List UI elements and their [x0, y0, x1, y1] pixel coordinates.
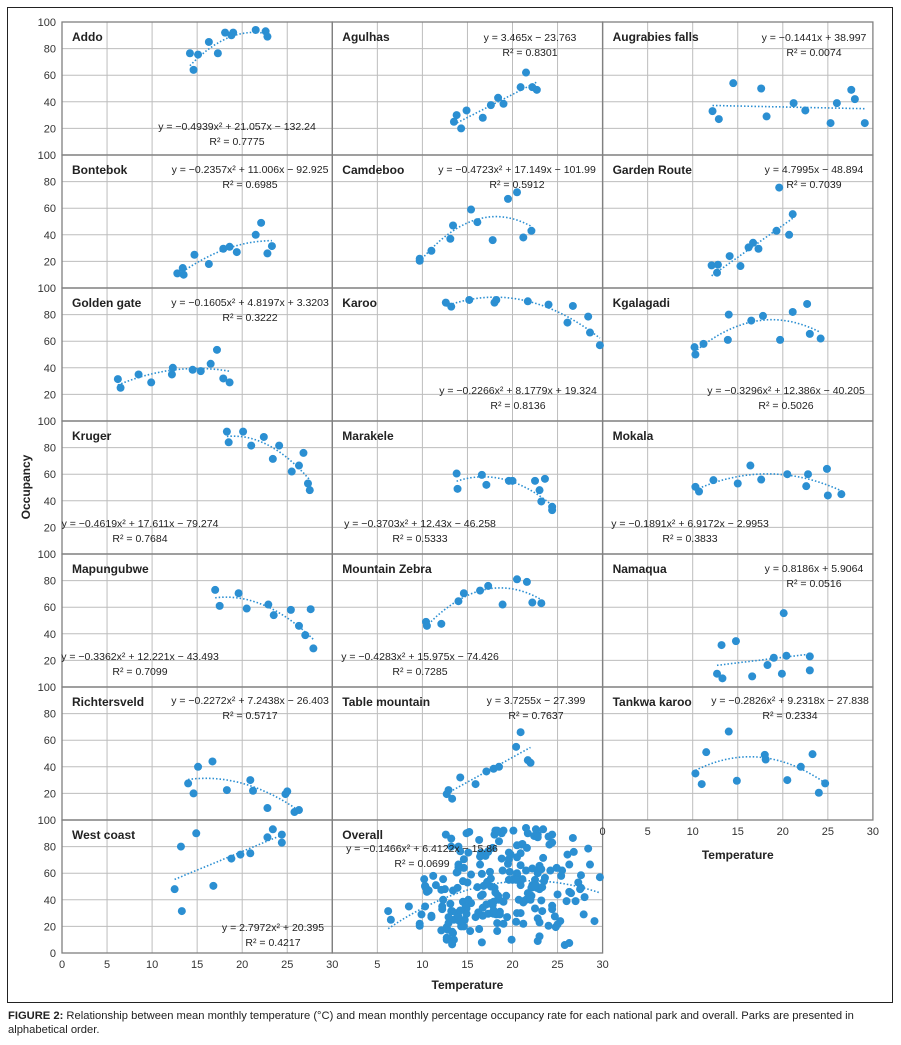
x-tick-label: 5: [374, 959, 381, 971]
panel-title-camdeboo: Camdeboo: [342, 163, 405, 177]
trend-equation: y = −0.3703x² + 12.43x − 46.258: [344, 518, 496, 530]
panel-title-kruger: Kruger: [72, 429, 112, 443]
y-tick-label: 20: [43, 921, 56, 934]
r-squared-label: R² = 0.7285: [392, 666, 448, 678]
panel-title-garden-route: Garden Route: [612, 163, 692, 177]
y-tick-label: 40: [43, 362, 56, 375]
r-squared-label: R² = 0.7039: [786, 179, 842, 191]
y-tick-label: 60: [43, 735, 56, 748]
trend-equation: y = −0.4283x² + 15.975x − 74.426: [341, 651, 499, 663]
y-tick-label: 60: [43, 602, 56, 615]
r-squared-label: R² = 0.5026: [758, 400, 814, 412]
panel-title-namaqua: Namaqua: [612, 562, 667, 576]
y-tick-label: 80: [43, 708, 56, 721]
trend-equation: y = −0.1466x² + 6.4122x − 15.86: [346, 843, 498, 855]
x-tick-label: 5: [103, 959, 111, 971]
panel-title-mountain-zebra: Mountain Zebra: [342, 562, 432, 576]
x-tick-label: 25: [551, 959, 564, 971]
y-tick-label: 80: [43, 43, 56, 56]
y-tick-label: 60: [43, 868, 56, 881]
x-tick-label: 0: [599, 826, 606, 838]
x-tick-label: 10: [416, 959, 429, 971]
panel-title-overall: Overall: [342, 828, 384, 842]
y-tick-label: 80: [43, 442, 56, 455]
r-squared-label: R² = 0.0699: [394, 858, 450, 870]
x-tick-label: 15: [731, 826, 744, 838]
r-squared-label: R² = 0.8136: [490, 400, 546, 412]
y-tick-label: 60: [43, 203, 56, 216]
x-tick-label: 15: [461, 959, 474, 971]
y-tick-label: 40: [43, 229, 56, 242]
x-tick-label: 10: [686, 826, 699, 838]
trend-equation: y = −0.4939x² + 21.057x − 132.24: [158, 121, 316, 133]
trend-equation: y = −0.2357x² + 11.006x − 92.925: [171, 164, 329, 176]
panel-title-agulhas: Agulhas: [342, 30, 390, 44]
panel-title-richtersveld: Richtersveld: [72, 695, 145, 709]
trend-equation: y = −0.1605x² + 4.8197x + 3.3203: [171, 297, 329, 309]
y-tick-label: 100: [37, 549, 56, 561]
y-tick-label: 100: [37, 283, 56, 295]
trend-equation: y = −0.1441x + 38.997: [761, 32, 867, 44]
panel-title-table-mountain: Table mountain: [342, 695, 431, 709]
y-tick-label: 40: [43, 628, 56, 641]
figure-frame: [7, 7, 893, 1003]
panel-title-tankwa-karoo: Tankwa karoo: [612, 695, 692, 709]
trend-equation: y = −0.3296x² + 12.386x − 40.205: [707, 385, 865, 397]
caption-text: Relationship between mean monthly temperature (°C) and mean monthly percentage occupancy rate for each national park and overall. Parks are presented in alphabetical order.: [8, 1010, 854, 1036]
trend-equation: y = 3.7255x − 27.399: [486, 695, 586, 707]
trend-equation: y = 0.8186x + 5.9064: [764, 563, 864, 575]
x-tick-label: 20: [506, 959, 519, 971]
panel-title-augrabies-falls: Augrabies falls: [612, 30, 699, 44]
x-axis-title-right: Temperature: [701, 848, 774, 862]
x-tick-label: 20: [776, 826, 789, 838]
r-squared-label: R² = 0.7637: [508, 710, 564, 722]
x-tick-label: 0: [58, 959, 66, 971]
trend-equation: y = −0.1891x² + 6.9172x − 2.9953: [611, 518, 769, 530]
y-tick-label: 100: [37, 17, 56, 29]
r-squared-label: R² = 0.8301: [502, 47, 558, 59]
x-tick-label: 30: [326, 959, 339, 971]
panel-title-marakele: Marakele: [342, 429, 394, 443]
y-tick-label: 100: [37, 150, 56, 162]
trend-equation: y = 4.7995x − 48.894: [764, 164, 864, 176]
r-squared-label: R² = 0.2334: [762, 710, 818, 722]
trend-equation: y = −0.3362x² + 12.221x − 43.493: [61, 651, 219, 663]
trend-equation: y = −0.4723x² + 17.149x − 101.99: [438, 164, 596, 176]
r-squared-label: R² = 0.4217: [245, 937, 301, 949]
panel-title-golden-gate: Golden gate: [72, 296, 142, 310]
caption-label: FIGURE 2:: [8, 1010, 64, 1022]
panel-title-mapungubwe: Mapungubwe: [72, 562, 149, 576]
panel-title-karoo: Karoo: [342, 296, 377, 310]
y-tick-label: 20: [43, 522, 56, 535]
figure-caption: [8, 1009, 893, 1037]
trend-equation: y = −0.4619x² + 17.611x − 79.274: [61, 518, 219, 530]
r-squared-label: R² = 0.5912: [489, 179, 545, 191]
y-tick-label: 20: [43, 256, 56, 269]
r-squared-label: R² = 0.7684: [112, 533, 168, 545]
y-axis-title: Occupancy: [19, 454, 33, 520]
r-squared-label: R² = 0.7099: [112, 666, 168, 678]
x-tick-label: 25: [821, 826, 834, 838]
trend-equation: y = 2.7972x² + 20.395: [221, 922, 325, 934]
trend-equation: y = −0.2272x² + 7.2438x − 26.403: [171, 695, 329, 707]
panel-title-bontebok: Bontebok: [72, 163, 128, 177]
r-squared-label: R² = 0.5333: [392, 533, 448, 545]
x-tick-label: 5: [644, 826, 651, 838]
panel-title-addo: Addo: [72, 30, 103, 44]
y-tick-label: 20: [43, 788, 56, 801]
y-tick-label: 80: [43, 841, 56, 854]
panel-title-west-coast: West coast: [72, 828, 136, 842]
y-tick-label: 100: [37, 416, 56, 428]
panel-title-kgalagadi: Kgalagadi: [612, 296, 670, 310]
x-tick-label: 30: [596, 959, 609, 971]
trend-equation: y = −0.2266x² + 8.1779x + 19.324: [439, 385, 597, 397]
y-tick-label: 40: [43, 761, 56, 774]
y-tick-label: 40: [43, 894, 56, 907]
r-squared-label: R² = 0.0516: [786, 578, 842, 590]
y-tick-label: 60: [43, 469, 56, 482]
y-tick-label: 80: [43, 176, 56, 189]
x-tick-label: 25: [281, 959, 294, 971]
y-tick-label: 80: [43, 309, 56, 322]
r-squared-label: R² = 0.6985: [222, 179, 278, 191]
r-squared-label: R² = 0.3833: [662, 533, 718, 545]
y-tick-label: 80: [43, 575, 56, 588]
y-tick-label: 20: [43, 123, 56, 136]
trend-equation: y = 3.465x − 23.763: [483, 32, 577, 44]
x-tick-label: 30: [866, 826, 880, 838]
x-axis-title: Temperature: [431, 978, 504, 992]
r-squared-label: R² = 0.5717: [222, 710, 278, 722]
r-squared-label: R² = 0.0074: [786, 47, 842, 59]
y-tick-label: 40: [43, 96, 56, 109]
x-tick-label: 20: [236, 959, 249, 971]
y-tick-label: 60: [43, 336, 56, 349]
y-tick-label: 100: [37, 815, 56, 827]
r-squared-label: R² = 0.3222: [222, 312, 278, 324]
x-tick-label: 15: [191, 959, 204, 971]
y-tick-label: 20: [43, 389, 56, 402]
trend-equation: y = −0.2826x² + 9.2318x − 27.838: [711, 695, 869, 707]
r-squared-label: R² = 0.7775: [209, 136, 265, 148]
y-tick-label: 40: [43, 495, 56, 508]
panel-title-mokala: Mokala: [612, 429, 654, 443]
y-tick-label: 60: [43, 70, 56, 83]
x-tick-label: 10: [145, 959, 159, 971]
y-tick-label: 20: [43, 655, 56, 668]
y-tick-label: 100: [37, 682, 56, 694]
y-tick-label: 0: [49, 948, 56, 960]
